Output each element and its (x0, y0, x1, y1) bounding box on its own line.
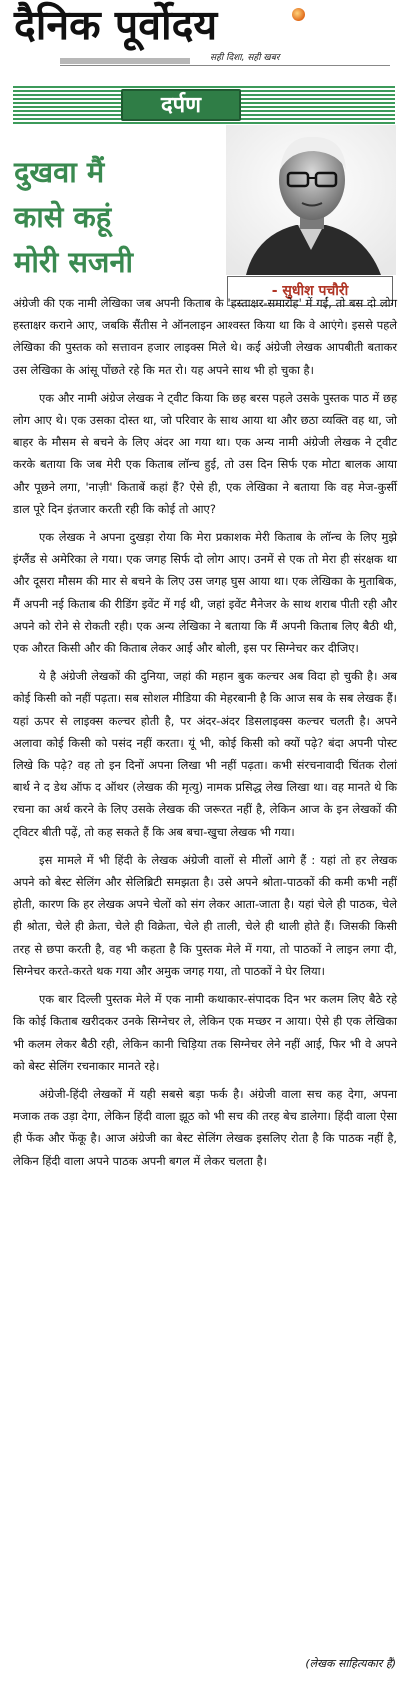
headline-line-2: कासे कहूं (14, 200, 112, 234)
article-body (13, 292, 397, 1178)
article-paragraph-2: एक और नामी अंग्रेज लेखक ने ट्वीट किया कि छह बरस पहले उसके पुस्तक पाठ में छह लोग आए थे। एक उसका दोस्त था, जो परिवार के साथ आया था और छठा व्यक्ति वह था, जो बाहर के मौसम से बचने के लिए अंदर आ गया था। एक अन्य नामी अंग्रेजी लेखक ने ट्वीट करके बताया कि जब मेरी एक किताब लॉन्च हुई, तो उस दिन सिर्फ एक मोटा बालक आया और पूछने लगा, 'नाज़ी' किताबें कहां हैं? ऐसे ही, एक लेखिका ने बताया कि वह मेज-कुर्सी डाल पूरे दिन इंतजार करती रही कि कोई तो आए? (13, 390, 397, 516)
section-banner (13, 86, 395, 124)
author-note: (लेखक साहित्यकार हैं) (305, 1657, 396, 1670)
article-paragraph-1: अंग्रेजी की एक नामी लेखिका जब अपनी किताब के 'हस्ताक्षर-समारोह' में गईं, तो बस दो लोग हस्ताक्षर कराने आए, जबकि सैंतीस ने ऑनलाइन आश्वस्त किया था कि वे आएंगे। इससे पहले लेखिका की पुस्तक को सत्तावन हजार लाइक्स मिले थे। कई अंग्रेजी लेखक आपबीती बताकर उस लेखिका के आंसू पोंछते रहे कि मत रो। यह अपने साथ भी हो चुका है। (13, 296, 397, 377)
section-label-box (121, 89, 241, 121)
masthead (0, 0, 407, 72)
article-paragraph-6: एक बार दिल्ली पुस्तक मेले में एक नामी कथाकार-संपादक दिन भर कलम लिए बैठे रहे कि कोई किताब खरीदकर उनके सिग्नेचर ले, लेकिन एक मच्छर न आया। ऐसे ही एक लेखिका भी कलम लेकर बैठी रही, लेकिन कानी चिड़िया तक सिग्नेचर लेने नहीं आई, फिर भी वे अपने को बेस्ट सेलिंग रचनाकार मानते रहे। (13, 992, 397, 1073)
section-name: दर्पण (160, 92, 202, 118)
article-paragraph-7: अंग्रेजी-हिंदी लेखकों में यही सबसे बड़ा फर्क है। अंग्रेजी वाला सच कह देगा, अपना मजाक तक उड़ा देगा, लेकिन हिंदी वाला झूठ को भी सच की तरह बेच डालेगा। हिंदी वाला ऐसा ही फेंक और फेंकू है। आज अंग्रेजी का बेस्ट सेलिंग लेखक इसलिए रोता है कि पाठक नहीं है, लेकिन हिंदी वाला अपने पाठक अपनी बगल में लेकर चलता है। (13, 1086, 397, 1168)
headline-line-1: दुखवा मैं (14, 155, 105, 189)
article-paragraph-5: इस मामले में भी हिंदी के लेखक अंग्रेजी वालों से मीलों आगे हैं : यहां तो हर लेखक अपने को बेस्ट सेलिंग और सेलिब्रिटी समझता है। उसे अपने श्रोता-पाठकों की कमी कभी नहीं होती, कारण कि हर लेखक अपने चेलों को संग लेकर आता-जाता है। यहां चेले ही पाठक, चेले ही श्रोता, चेले ही क्रेता, चेले ही विक्रेता, चेले ही ताली, चेले ही थाली होते हैं। जिसकी किसी तरह से छपा करती है, वह भी कहता है कि पुस्तक मेले में गया, तो पाठकों ने लाइन लगा दी, सिग्नेचर करते-करते थक गया और अमुक जगह गया, तो पाठकों ने घेर लिया। (13, 852, 397, 978)
author-byline: - सुधीश पचौरी (271, 283, 349, 299)
article-paragraph-4: ये है अंग्रेजी लेखकों की दुनिया, जहां की महान बुक कल्चर अब विदा हो चुकी है। अब कोई किसी को नहीं पढ़ता। सब सोशल मीडिया की मेहरबानी है कि आज सब के सब लेखक हैं। यहां ऊपर से लाइक्स कल्चर होती है, पर अंदर-अंदर डिसलाइक्स कल्चर चलती है। अपने अलावा कोई किसी को पसंद नहीं करता। यूं भी, कोई किसी को क्यों पढ़े? बंदा अपनी पोस्ट लिखे कि पढ़े? वह तो इन दिनों अपना लिखा भी नहीं पढ़ता। कभी संरचनावादी चिंतक रोलां बार्थ ने द डेथ ऑफ द ऑथर (लेखक की मृत्यु) नामक प्रसिद्ध लेख लिखा था। वह मानते थे कि रचना का अर्थ करने के लिए उसके लेखक की जरूरत नहीं है, लेकिन आज के इन लेखकों की ट्विटर बीती पढ़ें, तो कह सकते हैं कि अब बचा-खुचा लेखक भी गया। (13, 669, 397, 839)
masthead-rule (60, 58, 190, 64)
article-paragraph-3: एक लेखक ने अपना दुखड़ा रोया कि मेरा प्रकाशक मेरी किताब के लॉन्च के लिए मुझे इंग्लैंड से अमेरिका ले गया। एक जगह सिर्फ दो लोग आए। उनमें से एक तो मेरा ही संरक्षक था और दूसरा मौसम की मार से बचने के लिए उस जगह घुस आया था। एक लेखिका के मुताबिक, मैं अपनी नई किताब की रीडिंग इवेंट में गई थी, जहां इवेंट मैनेजर के साथ शराब पीती रही और अपने को रोने से रोकती रही। एक अन्य लेखिका ने बताया कि मैं अपनी किताब लिए बैठी थी, एक औरत किसी और की किताब लेकर आई और बोली, इस पर सिग्नेचर कर दीजिए। (13, 530, 397, 656)
newspaper-tagline: सही दिशा, सही खबर (210, 53, 280, 63)
newspaper-title[interactable]: दैनिक पूर्वोदय (14, 1, 218, 49)
article-headline (14, 150, 214, 285)
sun-logo-icon (292, 8, 305, 21)
headline-line-3: मोरी सजनी (14, 245, 134, 279)
masthead-underline (60, 65, 390, 66)
author-photo (226, 125, 396, 275)
